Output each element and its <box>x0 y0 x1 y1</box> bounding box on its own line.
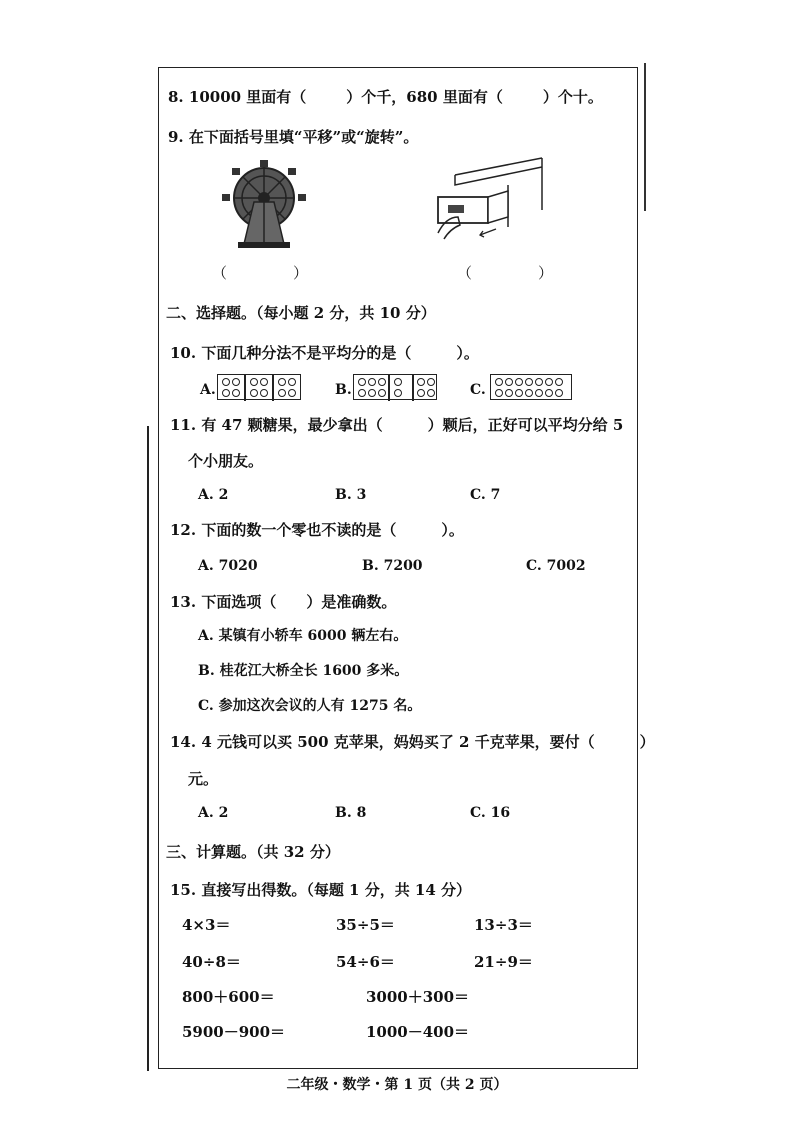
calc-item: 21÷9＝ <box>474 953 533 971</box>
question-9: 9. 在下面括号里填“平移”或“旋转”。 <box>168 128 419 146</box>
calc-item: 800＋600＝ <box>182 988 275 1006</box>
section-2-title: 二、选择题。（每小题 2 分，共 10 分） <box>166 304 436 322</box>
q8-text-3: ）个十。 <box>542 88 603 106</box>
q14-option-b[interactable]: B. 8 <box>335 805 367 821</box>
calc-item: 35÷5＝ <box>336 916 395 934</box>
section-3-title: 三、计算题。（共 32 分） <box>166 843 340 861</box>
question-12: 12. 下面的数一个零也不读的是（ ）。 <box>170 521 464 539</box>
calc-item: 5900－900＝ <box>182 1023 286 1041</box>
q10-option-a-figure[interactable] <box>217 374 301 400</box>
paren: ） <box>538 264 554 282</box>
q10-option-b-label[interactable]: B. <box>335 382 352 398</box>
calc-item: 40÷8＝ <box>182 953 241 971</box>
q14-option-c[interactable]: C. 16 <box>470 805 511 821</box>
ferris-wheel-icon <box>218 158 310 250</box>
paren: （ <box>212 264 228 282</box>
question-14-line-1: 14. 4 元钱可以买 500 克苹果，妈妈买了 2 千克苹果，要付（ ） <box>170 733 655 751</box>
q13-option-b[interactable]: B. 桂花江大桥全长 1600 多米。 <box>198 663 409 679</box>
q8-text-2: ）个千，680 里面有（ <box>346 88 503 106</box>
q13-option-a[interactable]: A. 某镇有小轿车 6000 辆左右。 <box>198 628 408 644</box>
question-8 <box>168 87 603 107</box>
calc-item: 54÷6＝ <box>336 953 395 971</box>
calc-item: 3000＋300＝ <box>366 988 470 1006</box>
question-10: 10. 下面几种分法不是平均分的是（ ）。 <box>170 344 479 362</box>
q10-option-a-label[interactable]: A. <box>200 382 216 398</box>
q9-answer-right[interactable] <box>457 263 553 283</box>
question-11-line-1: 11. 有 47 颗糖果，最少拿出（ ）颗后，正好可以平均分给 5 <box>170 416 624 434</box>
q9-answer-left[interactable] <box>212 263 308 283</box>
q13-option-c[interactable]: C. 参加这次会议的人有 1275 名。 <box>198 698 422 714</box>
q11-option-b[interactable]: B. 3 <box>335 487 367 503</box>
binding-line <box>147 426 149 1071</box>
q10-option-c-figure[interactable] <box>490 374 572 400</box>
q11-option-a[interactable]: A. 2 <box>198 487 229 503</box>
paren: （ <box>457 264 473 282</box>
page-edge-right <box>644 63 646 211</box>
q12-option-c[interactable]: C. 7002 <box>526 558 586 574</box>
page-footer: 二年级・数学・第 1 页（共 2 页） <box>286 1077 508 1093</box>
question-11-line-2: 个小朋友。 <box>188 452 264 470</box>
q11-option-c[interactable]: C. 7 <box>470 487 501 503</box>
q8-text-1: 8. 10000 里面有（ <box>168 88 307 106</box>
q12-option-a[interactable]: A. 7020 <box>198 558 258 574</box>
question-14-line-2: 元。 <box>188 770 219 788</box>
calc-item: 1000－400＝ <box>366 1023 470 1041</box>
calc-item: 4×3＝ <box>182 916 231 934</box>
calc-item: 13÷3＝ <box>474 916 533 934</box>
q10-option-b-figure[interactable] <box>353 374 437 400</box>
q12-option-b[interactable]: B. 7200 <box>362 558 423 574</box>
q10-option-c-label[interactable]: C. <box>470 382 486 398</box>
drawer-icon <box>430 155 545 245</box>
q14-option-a[interactable]: A. 2 <box>198 805 229 821</box>
question-13: 13. 下面选项（ ）是准确数。 <box>170 593 397 611</box>
paren: ） <box>293 264 309 282</box>
question-15: 15. 直接写出得数。（每题 1 分，共 14 分） <box>170 881 472 899</box>
